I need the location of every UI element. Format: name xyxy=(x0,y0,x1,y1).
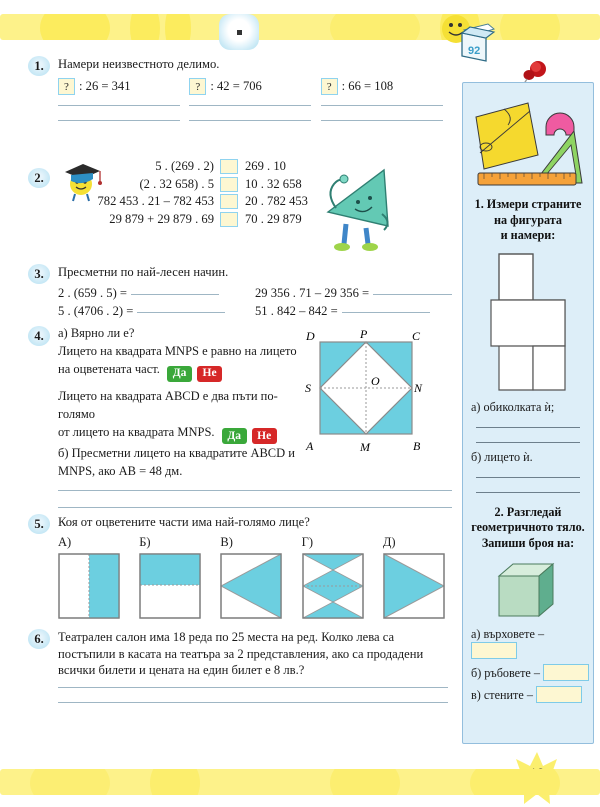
shape-left-pointing-triangle xyxy=(220,553,282,619)
write-line[interactable] xyxy=(373,294,452,295)
write-line[interactable] xyxy=(131,294,219,295)
task-1-part-b: б) лицето ѝ. xyxy=(471,449,533,464)
exercise-3-number: 3. xyxy=(28,264,50,284)
exercise-5-prompt: Коя от оцветените части има най-голямо лице? xyxy=(58,515,310,529)
z-shaped-polygon-figure xyxy=(485,252,571,392)
shape-top-band-shaded xyxy=(139,553,201,619)
exercise-3-row xyxy=(58,303,452,321)
write-line[interactable] xyxy=(58,702,448,703)
yes-button[interactable]: Да xyxy=(222,428,247,444)
write-line[interactable] xyxy=(58,105,180,106)
statement-1-line-2: на оцветената част. xyxy=(58,362,160,377)
expression: 51 . 842 – 842 = xyxy=(255,304,338,319)
exercise-4-part-a: а) Вярно ли е? xyxy=(58,326,135,340)
center-label-O: O xyxy=(371,374,380,388)
exercise-column xyxy=(0,56,452,719)
task-2-label-a: а) върховете – xyxy=(471,626,545,641)
shape-half-square-right-shaded xyxy=(58,553,120,619)
answer-box-vertices[interactable] xyxy=(471,642,517,659)
exercise-6-prompt-line-1: Театрален салон има 18 реда по 25 места на ред. Колко лева са xyxy=(58,630,395,644)
task-2-label-c: в) стените – xyxy=(471,687,533,702)
expression: 2 . (659 . 5) = xyxy=(58,286,128,301)
exercise-3 xyxy=(0,264,452,324)
exercise-1-number: 1. xyxy=(28,56,50,76)
exercise-6-number: 6. xyxy=(28,629,50,649)
exercise-6-prompt-line-2: постъпили в касата на театъра за 2 представления, ако са продадени xyxy=(58,646,424,661)
exercise-3-row xyxy=(58,285,452,303)
task-2-title-line-2: геометричното тяло. xyxy=(471,520,585,535)
exercise-1-item xyxy=(58,78,189,121)
answer-box-faces[interactable] xyxy=(536,686,582,703)
task-2-title-line-3: Запиши броя на: xyxy=(481,536,575,551)
exercise-4 xyxy=(0,324,452,514)
vertex-label-S: S xyxy=(305,381,311,395)
comparison-box[interactable] xyxy=(220,159,238,174)
exercise-6-prompt-line-3: всички билети и цената на един билет е 8 лв.? xyxy=(58,663,305,678)
exercise-3-prompt: Пресметни по най-лесен начин. xyxy=(58,265,229,279)
yes-button[interactable]: Да xyxy=(167,366,192,382)
exercise-2-number: 2. xyxy=(28,168,50,188)
equation-text: : 66 = 108 xyxy=(341,79,394,94)
write-line[interactable] xyxy=(58,490,452,491)
exercise-2 xyxy=(0,158,452,264)
task-2-label-b: б) ръбовете – xyxy=(471,665,540,680)
bottom-decorative-band xyxy=(0,769,600,795)
top-decorative-band xyxy=(0,14,600,40)
task-1-title-line-1: 1. Измери страните xyxy=(474,197,582,211)
write-line[interactable] xyxy=(58,120,180,121)
comparison-box[interactable] xyxy=(220,212,238,227)
left-expression: 782 453 . 21 – 782 453 xyxy=(97,194,214,209)
write-line[interactable] xyxy=(137,312,225,313)
exercise-4-part-b-line-1: б) Пресметни лицето на квадратите ABCD и xyxy=(58,446,295,461)
vertex-label-B: B xyxy=(413,439,421,453)
exercise-5-option[interactable] xyxy=(58,535,127,624)
task-1-part-a: а) обиколката ѝ; xyxy=(471,399,555,414)
write-line[interactable] xyxy=(189,105,311,106)
equation-text: : 26 = 341 xyxy=(79,79,131,94)
exercise-6 xyxy=(0,629,452,719)
write-line[interactable] xyxy=(58,507,452,508)
sidebar-task-1-title xyxy=(463,197,593,244)
exercise-5-option[interactable] xyxy=(220,535,289,624)
write-line[interactable] xyxy=(476,477,580,478)
write-line[interactable] xyxy=(321,120,443,121)
answer-box[interactable]: ? xyxy=(58,78,75,95)
task-2-row-a xyxy=(463,627,593,659)
sidebar-panel xyxy=(462,82,594,744)
exercise-5 xyxy=(0,514,452,629)
exercise-4-figure xyxy=(298,324,428,480)
expression: 29 356 . 71 – 29 356 = xyxy=(255,286,370,301)
left-expression: 29 879 + 29 879 . 69 xyxy=(109,211,214,226)
option-label: Б) xyxy=(139,534,151,549)
yes-no-group-2 xyxy=(222,428,277,444)
exercise-5-option[interactable] xyxy=(139,535,208,624)
write-line[interactable] xyxy=(321,105,443,106)
exercise-4-part-b-line-2: MNPS, ако AB = 48 дм. xyxy=(58,464,183,479)
book-page-number: 92 xyxy=(468,45,481,57)
vertex-label-A: A xyxy=(306,439,314,453)
option-label: В) xyxy=(220,534,233,549)
write-line[interactable] xyxy=(342,312,430,313)
option-label: Г) xyxy=(301,534,313,549)
option-label: А) xyxy=(58,534,72,549)
vertex-label-P: P xyxy=(360,327,368,341)
no-button[interactable]: Не xyxy=(252,428,277,444)
expression: 5 . (4706 . 2) = xyxy=(58,304,134,319)
shape-right-pointing-triangle-large xyxy=(383,553,445,619)
dot-badge-icon xyxy=(219,14,259,50)
write-line[interactable] xyxy=(476,442,580,443)
sidebar-task-2-title xyxy=(463,505,593,552)
task-2-title-line-1: 2. Разгледай xyxy=(494,504,562,519)
green-cube-figure xyxy=(493,560,563,622)
exercise-1-item xyxy=(321,78,452,121)
right-expression: 269 . 10 xyxy=(245,159,286,174)
exercise-1 xyxy=(0,56,452,132)
task-2-row-b xyxy=(463,664,593,681)
exercise-1-prompt: Намери неизвестното делимо. xyxy=(58,57,220,71)
write-line[interactable] xyxy=(58,687,448,688)
right-expression: 70 . 29 879 xyxy=(245,211,302,226)
write-line[interactable] xyxy=(189,120,311,121)
right-expression: 20 . 782 453 xyxy=(245,194,308,209)
smiley-with-graduation-cap-icon xyxy=(60,160,104,202)
answer-box[interactable]: ? xyxy=(189,78,206,95)
comparison-box[interactable] xyxy=(220,177,238,192)
exercise-1-item xyxy=(189,78,320,121)
exercise-4-number: 4. xyxy=(28,326,50,346)
badge-dot xyxy=(237,30,242,35)
task-2-row-c xyxy=(463,686,593,703)
drawing-tools-icon xyxy=(470,93,586,191)
exercise-5-option[interactable] xyxy=(302,535,371,624)
yes-no-group-1 xyxy=(167,366,222,382)
comparison-box[interactable] xyxy=(220,194,238,209)
green-triangle-character-icon xyxy=(322,164,396,252)
write-line[interactable] xyxy=(476,492,580,493)
option-label: Д) xyxy=(382,534,396,549)
statement-1-line-1: Лицето на квадрата MNPS е равно на лицето xyxy=(58,344,297,359)
right-expression: 10 . 32 658 xyxy=(245,176,302,191)
equation-text: : 42 = 706 xyxy=(210,79,262,94)
vertex-label-C: C xyxy=(412,329,421,343)
left-expression: (2 . 32 658) . 5 xyxy=(139,176,214,191)
statement-2-line-1: Лицето на квадрата ABCD е два пъти по-голямо xyxy=(58,388,278,421)
answer-box-edges[interactable] xyxy=(543,664,589,681)
task-1-title-line-2: на фигурата xyxy=(493,212,563,227)
exercise-5-option[interactable] xyxy=(383,535,452,624)
left-expression: 5 . (269 . 2) xyxy=(155,159,214,174)
task-1-title-line-3: и намери: xyxy=(500,228,556,243)
shape-bowtie-diamond-bowtie xyxy=(302,553,364,619)
vertex-label-N: N xyxy=(414,381,423,395)
no-button[interactable]: Не xyxy=(197,366,222,382)
vertex-label-D: D xyxy=(306,329,315,343)
write-line[interactable] xyxy=(476,427,580,428)
square-with-inscribed-diamond-diagram xyxy=(298,324,424,460)
exercise-5-number: 5. xyxy=(28,514,50,534)
statement-2-line-2: от лицето на квадрата MNPS. xyxy=(58,424,215,439)
answer-box[interactable]: ? xyxy=(321,78,338,95)
vertex-label-M: M xyxy=(360,440,370,454)
